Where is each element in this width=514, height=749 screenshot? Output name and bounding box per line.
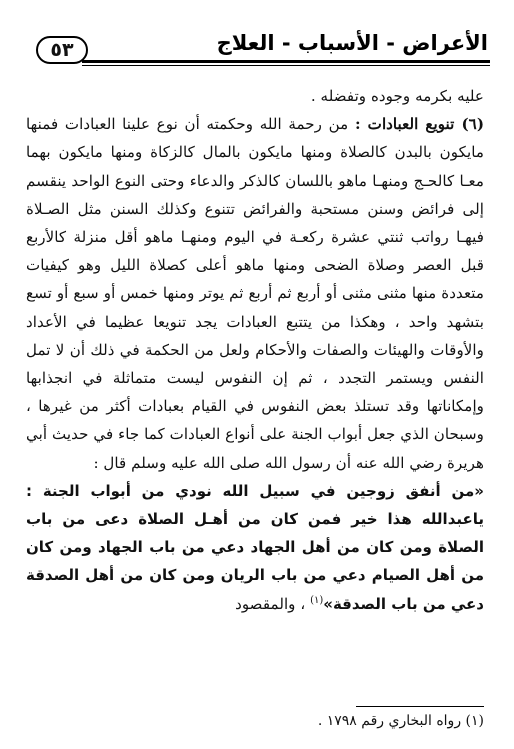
paragraph-hadith xyxy=(26,477,484,618)
section-heading: (٦) تنويع العبادات : xyxy=(354,115,484,134)
page-number: ٥٣ xyxy=(50,38,74,61)
hadith-tail-text: ، والمقصود xyxy=(235,594,311,613)
footnote-rule xyxy=(356,706,484,707)
paragraph-continuation-text: عليه بكرمه وجوده وتفضله . xyxy=(310,87,484,105)
hadith-quote: «من أنفق زوجين في سبيل الله نودي من أبواب الجنة : ياعبدالله هذا خير فمن كان من أهـل الصلاة دعى من باب الصلاة ومن كان من أهل الجهاد دعي من باب الجهاد ومن كان من أهل الصيام دعي من باب الريان ومن كان من أهل الصدقة دعي من باب الصدقة» xyxy=(26,481,484,613)
footnote-marker: (١) xyxy=(310,594,324,606)
section-body-text: من رحمة الله وحكمته أن نوع علينا العبادات فمنها مايكون بالبدن كالصلاة ومنها مايكون بالمال كالزكاة ومنها مايكون بهما معـا كالحـج ومنهـا ماهو باللسان كالذكر والدعاء وحتى النوع الواحد ينقسم إلى فرائض وسنن مستحبة والفرائض تتنوع وكذلك السنن مثل الصـلاة فيهـا رواتب ثنتي عشرة ركعـة في اليوم ومنهـا ماهو أقل منزلة كالأربع قبل العصر وصلاة الضحى ومنها ماهو أعلى كصلاة الليل وهو كيفيات متعددة منها مثنى مثنى أو أربع ثم أربع ثم يوتر ومنها خمس أو سبع أو تسع بتشهد واحد ، وهكذا من يتتبع العبادات يجد تنويعا عظيما في الأعداد والأوقات والهيئات والصفات والأحكام ولعل من الحكمة في ذلك أن لا تمل النفس ويستمر التجدد ، ثم إن النفوس ليست متماثلة في انجذابها وإمكاناتها وقد تستلذ بعض النفوس في القيام بعبادات أكثر من غيرها ، وسبحان الذي جعل أبواب الجنة على أنواع العبادات كما جاء في حديث أبي هريرة رضي الله عنه أن رسول الله صلى الله عليه وسلم قال : xyxy=(26,115,484,472)
page-header xyxy=(22,28,490,66)
header-rule xyxy=(82,60,490,63)
body-text xyxy=(26,82,484,618)
footnote: (١) رواه البخاري رقم ١٧٩٨ . xyxy=(317,713,484,729)
paragraph-section-6 xyxy=(26,110,484,477)
page-number-badge xyxy=(36,36,88,64)
paragraph-continuation xyxy=(26,82,484,110)
running-title: الأعراض - الأسباب - العلاج xyxy=(216,31,488,55)
header-rule-thin xyxy=(82,65,490,66)
